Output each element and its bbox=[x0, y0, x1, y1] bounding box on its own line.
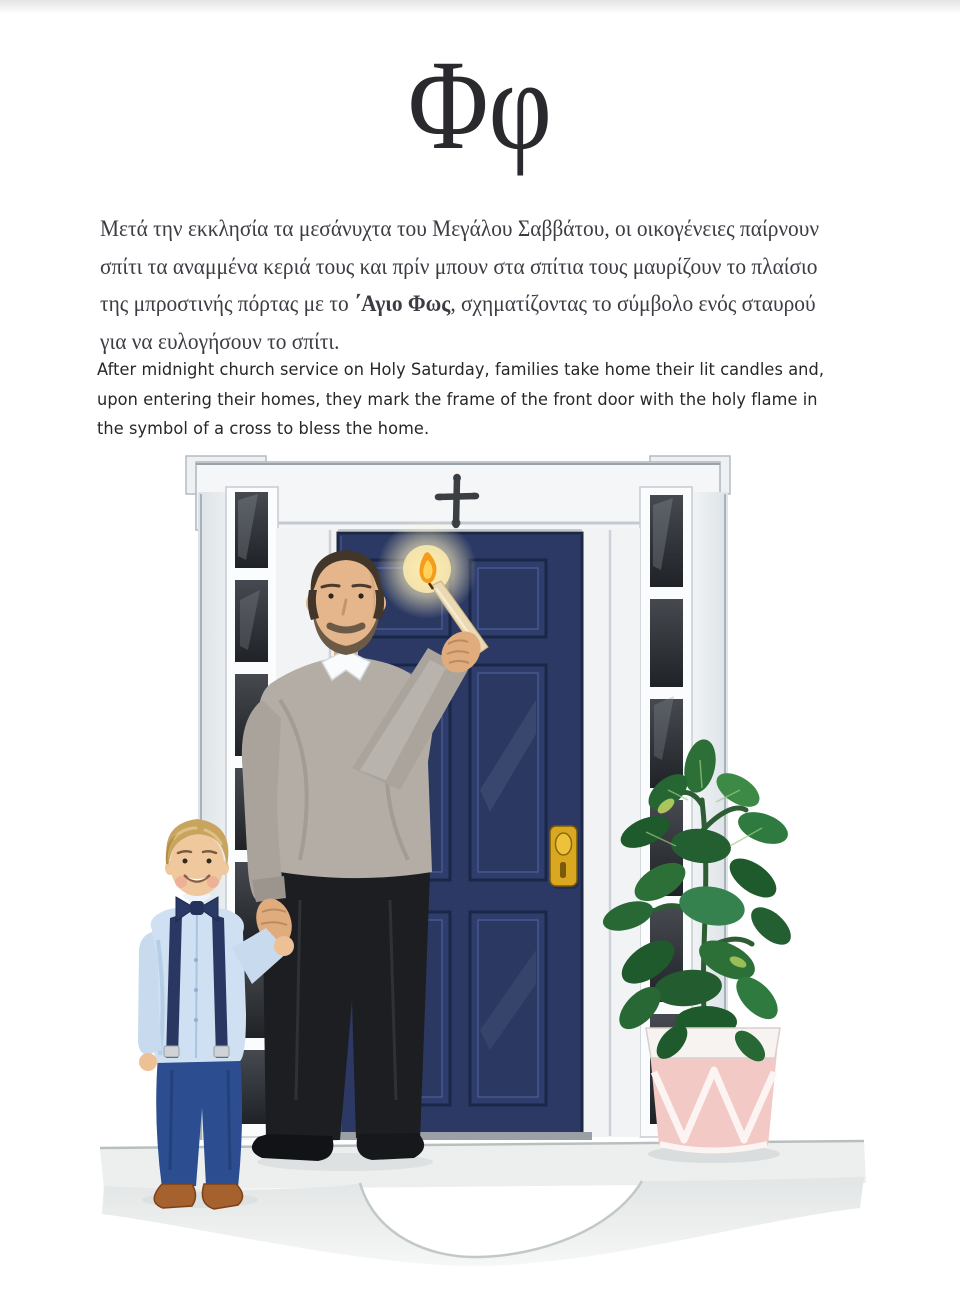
plant-shadow bbox=[648, 1145, 780, 1163]
front-door bbox=[330, 533, 592, 1140]
door-panels bbox=[366, 560, 546, 1105]
pilaster-left bbox=[198, 492, 252, 1140]
father-beard bbox=[312, 600, 380, 655]
lintel bbox=[196, 462, 720, 530]
boy-right-arm bbox=[232, 928, 288, 984]
boy-left-arm bbox=[138, 932, 162, 1055]
boy-trousers bbox=[156, 1056, 242, 1188]
candle-flame bbox=[419, 552, 436, 583]
father-sweater bbox=[258, 656, 434, 878]
father-right-hand bbox=[433, 624, 488, 681]
boy-left-hand bbox=[139, 1053, 157, 1071]
greek-paragraph bbox=[100, 210, 881, 360]
pot-zigzag-pattern bbox=[654, 1070, 774, 1140]
pilaster-capital-right bbox=[650, 456, 730, 494]
boy-shirt bbox=[150, 903, 246, 1063]
greek-text-line: Μετά την εκκλησία τα μεσάνυχτα του Μεγάλου Σαββάτου, οι οικογένειες παίρνουν bbox=[100, 216, 820, 241]
boy-shoe bbox=[202, 1184, 242, 1209]
boy-suspenders bbox=[164, 914, 229, 1058]
boy-hair bbox=[166, 819, 228, 866]
boy-shoe bbox=[154, 1184, 195, 1208]
door-hardware bbox=[550, 826, 579, 889]
keyhole bbox=[560, 862, 566, 878]
boy-right-hand bbox=[274, 936, 294, 956]
sidelight-right bbox=[640, 487, 692, 1137]
father-shoe bbox=[252, 1134, 334, 1161]
greek-text-line: για να ευλογήσουν το σπίτι. bbox=[100, 328, 340, 354]
door-surround bbox=[186, 456, 730, 1140]
cross-mark bbox=[437, 474, 478, 528]
pot-rim bbox=[646, 1028, 780, 1058]
boy-figure bbox=[138, 819, 294, 1209]
page-top-shadow bbox=[0, 0, 960, 14]
english-text-line: the symbol of a cross to bless the home. bbox=[97, 419, 430, 439]
door-threshold bbox=[330, 1132, 592, 1140]
door-slab bbox=[338, 533, 582, 1137]
door-jamb-left bbox=[276, 528, 338, 1137]
candle-glow bbox=[377, 519, 477, 619]
father-figure bbox=[242, 519, 489, 1161]
sidelight-left bbox=[226, 487, 278, 1137]
plant-stems bbox=[656, 792, 752, 1040]
holy-light-bold-term: ΄Αγιο Φως bbox=[354, 291, 451, 316]
english-text-line: upon entering their homes, they mark the frame of the front door with the holy flame in bbox=[97, 389, 818, 410]
father-head bbox=[311, 555, 381, 645]
plant-pot bbox=[646, 1028, 780, 1153]
page-title-letter: Φφ bbox=[408, 34, 552, 176]
boy-bow-tie bbox=[176, 897, 218, 921]
door-knob bbox=[556, 833, 572, 855]
father-trousers bbox=[262, 868, 430, 1142]
plant bbox=[599, 736, 797, 1163]
father-left-sleeve bbox=[242, 700, 284, 900]
doorstep bbox=[100, 1141, 866, 1266]
pot-soil bbox=[659, 1029, 767, 1051]
father-hair bbox=[311, 550, 382, 597]
boy-collar bbox=[182, 891, 212, 906]
candle bbox=[419, 552, 488, 654]
door-jamb-right bbox=[582, 528, 640, 1137]
english-paragraph bbox=[97, 356, 914, 445]
plant-leaves bbox=[599, 736, 797, 1038]
english-text-line: After midnight church service on Holy Saturday, families take home their lit candles and, bbox=[97, 360, 825, 380]
pilaster-capital-left bbox=[186, 456, 266, 494]
father-shoe bbox=[357, 1133, 425, 1160]
boy-head bbox=[170, 832, 224, 896]
father-right-sleeve bbox=[352, 648, 468, 790]
greek-text-line: της μπροστινής πόρτας με το ΄Αγιο Φως, σχηματίζοντας το σύμβολο ενός σταυρού bbox=[100, 291, 816, 316]
father-left-hand bbox=[250, 894, 297, 950]
pilaster-right bbox=[680, 492, 728, 1140]
father-shirt-collar bbox=[322, 650, 370, 680]
greek-text-line: σπίτι τα αναμμένα κεριά τους και πρίν μπουν στα σπίτια τους μαυρίζουν το πλαίσιο bbox=[100, 253, 818, 279]
